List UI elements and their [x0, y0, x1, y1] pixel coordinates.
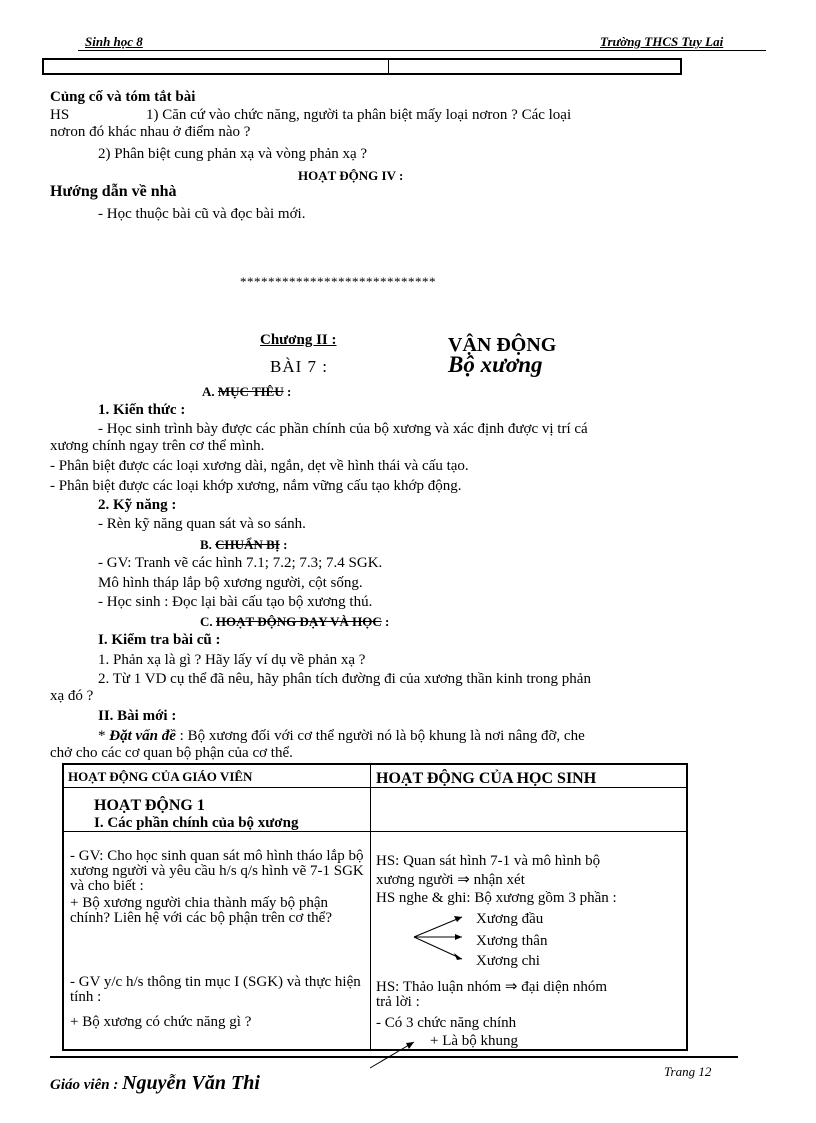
- review-q2: 2) Phân biệt cung phản xạ và vòng phản xạ ?: [98, 146, 368, 162]
- chapter-label: Chương II :: [260, 332, 337, 348]
- homework-heading: Hướng dẫn về nhà: [50, 183, 177, 200]
- gv-instruction-1: - GV: Cho học sinh quan sát mô hình tháo lắp bộ xương người và yêu cầu h/s q/s hình vẽ 7-1 SGK và cho biết :: [70, 848, 364, 894]
- chapter-subtitle: Bộ xương: [448, 352, 543, 377]
- knowledge-1-line1: - Học sinh trình bày được các phần chính của bộ xương và xác định được vị trí cá: [98, 421, 588, 437]
- header-rule: [78, 50, 766, 51]
- prep-model: Mô hình tháp lắp bộ xương người, cột sống.: [98, 575, 363, 591]
- hs-answer: trả lời :: [376, 994, 420, 1010]
- part-skull: Xương đầu: [476, 911, 544, 927]
- header-subject: Sinh học 8: [85, 34, 143, 49]
- separator-stars: ****************************: [240, 274, 436, 289]
- intro-line2: chở cho các cơ quan bộ phận của cơ thể.: [50, 745, 293, 761]
- knowledge-heading: 1. Kiến thức :: [98, 402, 186, 418]
- footer-teacher: Giáo viên : Nguyễn Văn Thi: [50, 1072, 260, 1094]
- col-teacher-header: HOẠT ĐỘNG CỦA GIÁO VIÊN: [68, 769, 253, 784]
- intro-line1: * Đặt vấn đề : Bộ xương đối với cơ thể người nó là bộ khung là nơi nâng đỡ, che: [98, 728, 585, 744]
- activity-title: HOẠT ĐỘNG 1: [94, 797, 205, 814]
- knowledge-3: - Phân biệt được các loại khớp xương, nắm vững cấu tạo khớp động.: [50, 478, 462, 494]
- table-header-rule: [64, 787, 686, 788]
- pointer-arrow-icon: [366, 1038, 420, 1072]
- review-heading: Củng cố và tóm tắt bài: [50, 89, 196, 105]
- header-school: Trường THCS Tuy Lai: [600, 34, 724, 49]
- branch-arrows-icon: [410, 909, 470, 969]
- table-column-divider: [370, 765, 371, 1049]
- section-c-heading: C. HOẠT ĐỘNG DẠY VÀ HỌC :: [200, 614, 390, 629]
- prep-gv: - GV: Tranh vẽ các hình 7.1; 7.2; 7.3; 7.4 SGK.: [98, 555, 383, 571]
- implies-arrow-icon: ⇒: [457, 870, 470, 888]
- hs-function: - Có 3 chức năng chính: [376, 1015, 517, 1031]
- review-q1-line2: nơron đó khác nhau ở điểm nào ?: [50, 124, 251, 140]
- section-a-heading: A. MỤC TIÊU :: [202, 384, 292, 399]
- implies-arrow-icon: ⇒: [504, 977, 518, 995]
- skills-heading: 2. Kỹ năng :: [98, 497, 177, 513]
- table-activity-rule: [64, 831, 686, 832]
- check-heading: I. Kiểm tra bài cũ :: [98, 632, 221, 648]
- hs-observe-2: xương người ⇒ nhận xét: [376, 870, 525, 888]
- col-student-header: HOẠT ĐỘNG CỦA HỌC SINH: [376, 770, 597, 787]
- gv-instruction-2: - GV y/c h/s thông tin mục I (SGK) và thực hiện tính :: [70, 974, 361, 1005]
- activity-table: [62, 763, 688, 1051]
- activity4-heading: HOẠT ĐỘNG IV :: [298, 168, 404, 183]
- new-lesson-heading: II. Bài mới :: [98, 708, 177, 724]
- knowledge-1-line2: xương chính ngay trên cơ thể mình.: [50, 438, 265, 454]
- homework-item: - Học thuộc bài cũ và đọc bài mới.: [98, 206, 306, 222]
- part-trunk: Xương thân: [476, 933, 548, 949]
- knowledge-2: - Phân biệt được các loại xương dài, ngắn, dẹt về hình thái và cấu tạo.: [50, 458, 469, 474]
- check-2-line1: 2. Từ 1 VD cụ thể đã nêu, hãy phân tích đường đi của xương thần kinh trong phản: [98, 671, 591, 687]
- lesson-number: BÀI 7 :: [270, 357, 328, 376]
- prep-hs: - Học sinh : Đọc lại bài cấu tạo bộ xương thú.: [98, 594, 373, 610]
- footer-page: Trang 12: [664, 1064, 712, 1079]
- chapter-title: VẬN ĐỘNG: [448, 334, 557, 356]
- part-limbs: Xương chi: [476, 953, 540, 969]
- skills-1: - Rèn kỹ năng quan sát và so sánh.: [98, 516, 306, 532]
- activity-subtitle: I. Các phần chính của bộ xương: [94, 815, 299, 831]
- check-2-line2: xạ đó ?: [50, 688, 94, 704]
- gv-question-2: + Bộ xương có chức năng gì ?: [70, 1014, 252, 1030]
- hs-discuss: HS: Thảo luận nhóm ⇒ đại diện nhóm: [376, 977, 608, 995]
- hs-function-frame: + Là bộ khung: [430, 1033, 519, 1049]
- gv-question-1: + Bộ xương người chia thành mấy bộ phận chính? Liên hệ với các bộ phận trên cơ thể?: [70, 895, 333, 926]
- section-b-heading: B. CHUẨN BỊ :: [200, 537, 288, 552]
- top-table-fragment: [42, 58, 682, 75]
- review-q1-line1: 1) Căn cứ vào chức năng, người ta phân biệt mấy loại nơron ? Các loại: [146, 107, 572, 123]
- hs-label: HS: [50, 107, 70, 123]
- hs-note: HS nghe & ghi: Bộ xương gồm 3 phần :: [376, 890, 617, 906]
- check-1: 1. Phản xạ là gì ? Hãy lấy ví dụ về phản xạ ?: [98, 652, 366, 668]
- footer-rule: [50, 1056, 738, 1058]
- hs-observe-1: HS: Quan sát hình 7-1 và mô hình bộ: [376, 853, 601, 869]
